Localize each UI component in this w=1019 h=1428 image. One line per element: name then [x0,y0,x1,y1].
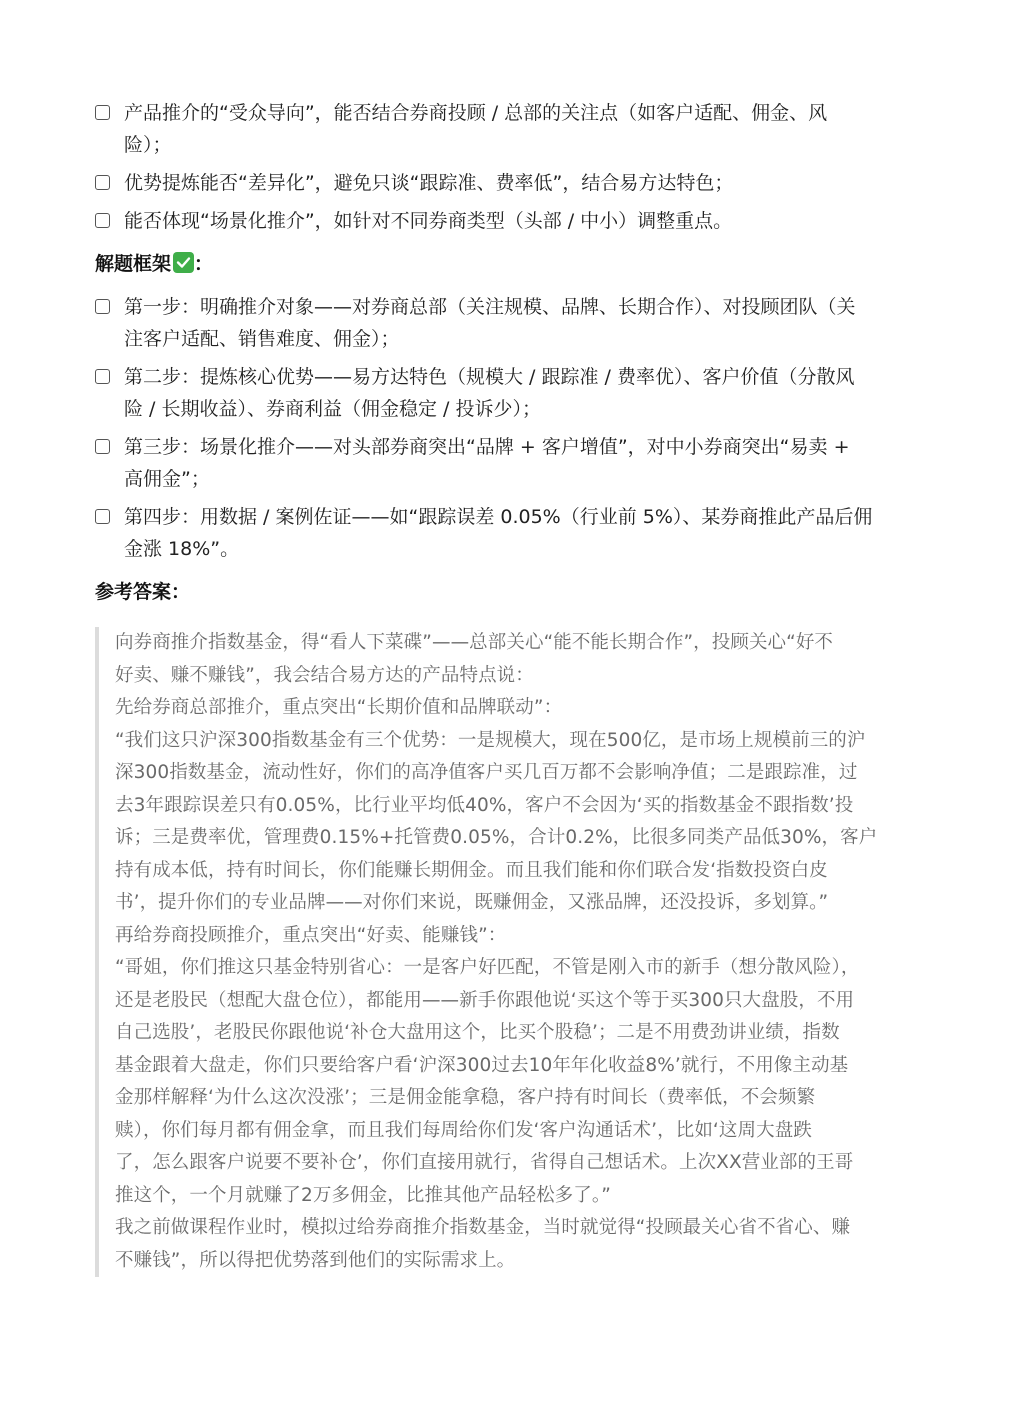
quote-line: 向券商推介指数基金，得“看人下菜碟”——总部关心“能不能长期合作”，投顾关心“好不 [115,632,834,653]
quote-line: 书’，提升你们的专业品牌——对你们来说，既赚佣金，又涨品牌，还没投诉，多划算。” [115,892,829,913]
quote-line: 金那样解释‘为什么这次没涨’；三是佣金能拿稳，客户持有时间长（费率低，不会频繁 [115,1087,816,1108]
quote-line: 再给券商投顾推介，重点突出“好卖、能赚钱”： [115,924,507,946]
checkbox[interactable] [95,105,110,120]
criteria-item [95,97,915,161]
quote-line: 我之前做课程作业时，模拟过给券商推介指数基金，当时就觉得“投顾最关心省不省心、赚 [115,1217,851,1238]
framework-item-text: 第一步：明确推介对象——对券商总部（关注规模、品牌、长期合作）、对投顾团队（关 注客户适配、销售难度、佣金）； [124,296,856,350]
criteria-item [95,167,915,199]
quote-line: 推这个，一个月就赚了2万多佣金，比推其他产品轻松多了。” [115,1184,611,1206]
quote-line: “哥姐，你们推这只基金特别省心：一是客户好匹配，不管是刚入市的新手（想分散风险）， [115,957,860,978]
criteria-item-text: 优势提炼能否“差异化”，避免只谈“跟踪准、费率低”，结合易方达特色； [124,172,734,194]
framework-item-text: 第二步：提炼核心优势——易方达特色（规模大 / 跟踪准 / 费率优）、客户价值（分散风 险 / 长期收益）、券商利益（佣金稳定 / 投诉少）； [124,366,855,420]
checkbox[interactable] [95,509,110,524]
framework-item-text: 第四步：用数据 / 案例佐证——如“跟踪误差 0.05%（行业前 5%）、某券商推此产品后佣 金涨 18%”。 [124,506,873,560]
check-mark-icon [173,252,194,273]
framework-heading-text: 解题框架 [95,253,172,275]
quote-line: 持有成本低，持有时间长，你们能赚长期佣金。而且我们能和你们联合发‘指数投资白皮 [115,859,828,881]
quote-line: 不赚钱”，所以得把优势落到他们的实际需求上。 [115,1249,516,1271]
checkbox[interactable] [95,213,110,228]
quote-line: 好卖、赚不赚钱”，我会结合易方达的产品特点说： [115,664,534,686]
quote-line: 自己选股’，老股民你跟他说‘补仓大盘用这个，比买个股稳’；二是不用费劲讲业绩，指数 [115,1022,840,1043]
framework-item [95,361,915,425]
checkbox[interactable] [95,299,110,314]
quote-line: 去3年跟踪误差只有0.05%，比行业平均低40%，客户不会因为‘买的指数基金不跟指数’投 [115,794,854,816]
quote-line: 了，怎么跟客户说要不要补仓’，你们直接用就行，省得自己想话术。上次XX营业部的王哥 [115,1152,854,1173]
quote-line: 深300指数基金，流动性好，你们的高净值客户买几百万都不会影响净值；二是跟踪准，过 [115,762,858,783]
framework-item [95,431,915,495]
quote-line: 基金跟着大盘走，你们只要给客户看‘沪深300过去10年年化收益8%’就行，不用像主动基 [115,1054,849,1076]
quote-line: 赎），你们每月都有佣金拿，而且我们每周给你们发‘客户沟通话术’，比如‘这周大盘跌 [115,1119,812,1141]
quote-line: “我们这只沪深300指数基金有三个优势：一是规模大，现在500亿，是市场上规模前三的沪 [115,729,866,751]
quote-line: 先给券商总部推介，重点突出“长期价值和品牌联动”： [115,697,563,718]
quote-line: 诉；三是费率优，管理费0.15%+托管费0.05%，合计0.2%，比很多同类产品低30%，客户 [115,827,878,848]
criteria-item [95,205,915,237]
quote-line: 还是老股民（想配大盘仓位），都能用——新手你跟他说‘买这个等于买300只大盘股，不用 [115,989,855,1011]
checkbox[interactable] [95,175,110,190]
framework-item [95,501,915,565]
checkbox[interactable] [95,439,110,454]
framework-item [95,291,915,355]
framework-heading [95,248,213,280]
criteria-item-text: 能否体现“场景化推介”，如针对不同券商类型（头部 / 中小）调整重点。 [124,210,733,232]
framework-heading-colon: ： [194,253,214,275]
criteria-item-text: 产品推介的“受众导向”，能否结合券商投顾 / 总部的关注点（如客户适配、佣金、风 险）； [124,102,828,156]
framework-item-text: 第三步：场景化推介——对头部券商突出“品牌 + 客户增值”，对中小券商突出“易卖 + 高佣金”； [124,436,850,490]
checkbox[interactable] [95,369,110,384]
answer-quote [95,627,925,1277]
answer-heading: 参考答案： [95,581,191,603]
